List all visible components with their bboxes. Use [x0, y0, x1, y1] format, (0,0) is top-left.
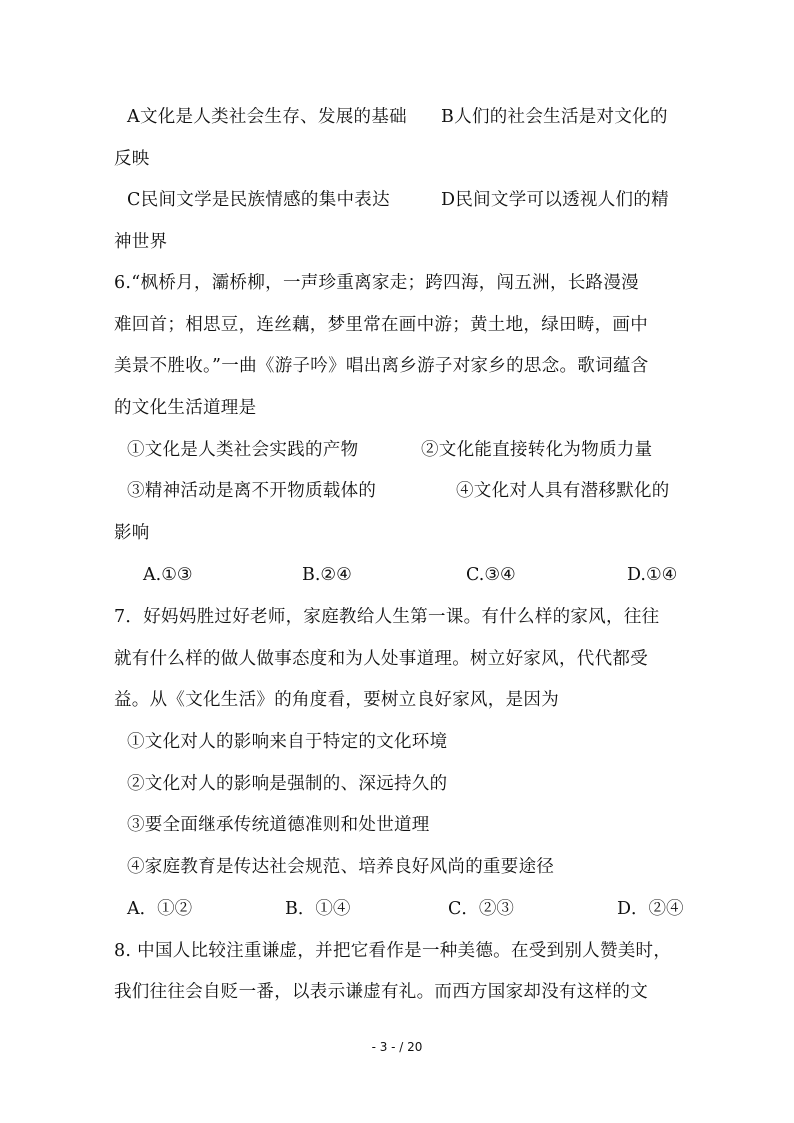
q6-choice-d: D.①④: [627, 565, 678, 585]
q5-option-d: D民间文学可以透视人们的精: [441, 190, 669, 210]
q7-choice-b: B．①④: [285, 899, 351, 919]
q6-stem-line-3: 美景不胜收。”一曲《游子吟》唱出离乡游子对家乡的思念。歌词蕴含: [114, 356, 649, 376]
q7-choice-a: A．①②: [127, 899, 193, 919]
q6-item-2: ②文化能直接转化为物质力量: [421, 440, 653, 460]
q7-choice-c: C．②③: [448, 899, 514, 919]
q6-stem-line-4: 的文化生活道理是: [114, 398, 257, 418]
q7-stem-line-3: 益。从《文化生活》的角度看，要树立良好家风，是因为: [114, 690, 559, 710]
q7-item-1: ①文化对人的影响来自于特定的文化环境: [127, 732, 448, 752]
q6-item-3: ③精神活动是离不开物质载体的: [127, 481, 377, 501]
q6-item-1: ①文化是人类社会实践的产物: [127, 440, 359, 460]
q6-item-4: ④文化对人具有潜移默化的: [456, 481, 670, 501]
q5-option-c: C民间文学是民族情感的集中表达: [127, 190, 390, 210]
page-number: - 3 - / 20: [371, 1040, 423, 1054]
q8-stem-line-2: 我们往往会自贬一番，以表示谦虚有礼。而西方国家却没有这样的文: [114, 982, 648, 1002]
q6-stem-line-2: 难回首；相思豆，连丝藕，梦里常在画中游；黄土地，绿田畴，画中: [114, 315, 648, 335]
q7-item-4: ④家庭教育是传达社会规范、培养良好风尚的重要途径: [127, 857, 555, 877]
q5-option-b-continued: 反映: [114, 149, 150, 169]
q6-item-4-continued: 影响: [114, 523, 150, 543]
q7-stem-line-1: 7．好妈妈胜过好老师，家庭教给人生第一课。有什么样的家风，往往: [114, 607, 660, 627]
q6-choice-c: C.③④: [466, 565, 516, 585]
q8-stem-line-1: 8. 中国人比较注重谦虚，并把它看作是一种美德。在受到别人赞美时，: [114, 941, 672, 961]
q5-option-a: A文化是人类社会生存、发展的基础: [127, 107, 407, 127]
q5-option-b: B人们的社会生活是对文化的: [441, 107, 668, 127]
q7-choice-d: D．②④: [617, 899, 684, 919]
q6-choice-b: B.②④: [302, 565, 352, 585]
q6-choice-a: A.①③: [143, 565, 193, 585]
q6-stem-line-1: 6.“枫桥月，灞桥柳，一声珍重离家走；跨四海，闯五洲，长路漫漫: [114, 273, 639, 293]
q7-item-2: ②文化对人的影响是强制的、深远持久的: [127, 774, 448, 794]
q5-option-d-continued: 神世界: [114, 232, 168, 252]
q7-stem-line-2: 就有什么样的做人做事态度和为人处事道理。树立好家风，代代都受: [114, 649, 648, 669]
q7-item-3: ③要全面继承传统道德准则和处世道理: [127, 815, 430, 835]
